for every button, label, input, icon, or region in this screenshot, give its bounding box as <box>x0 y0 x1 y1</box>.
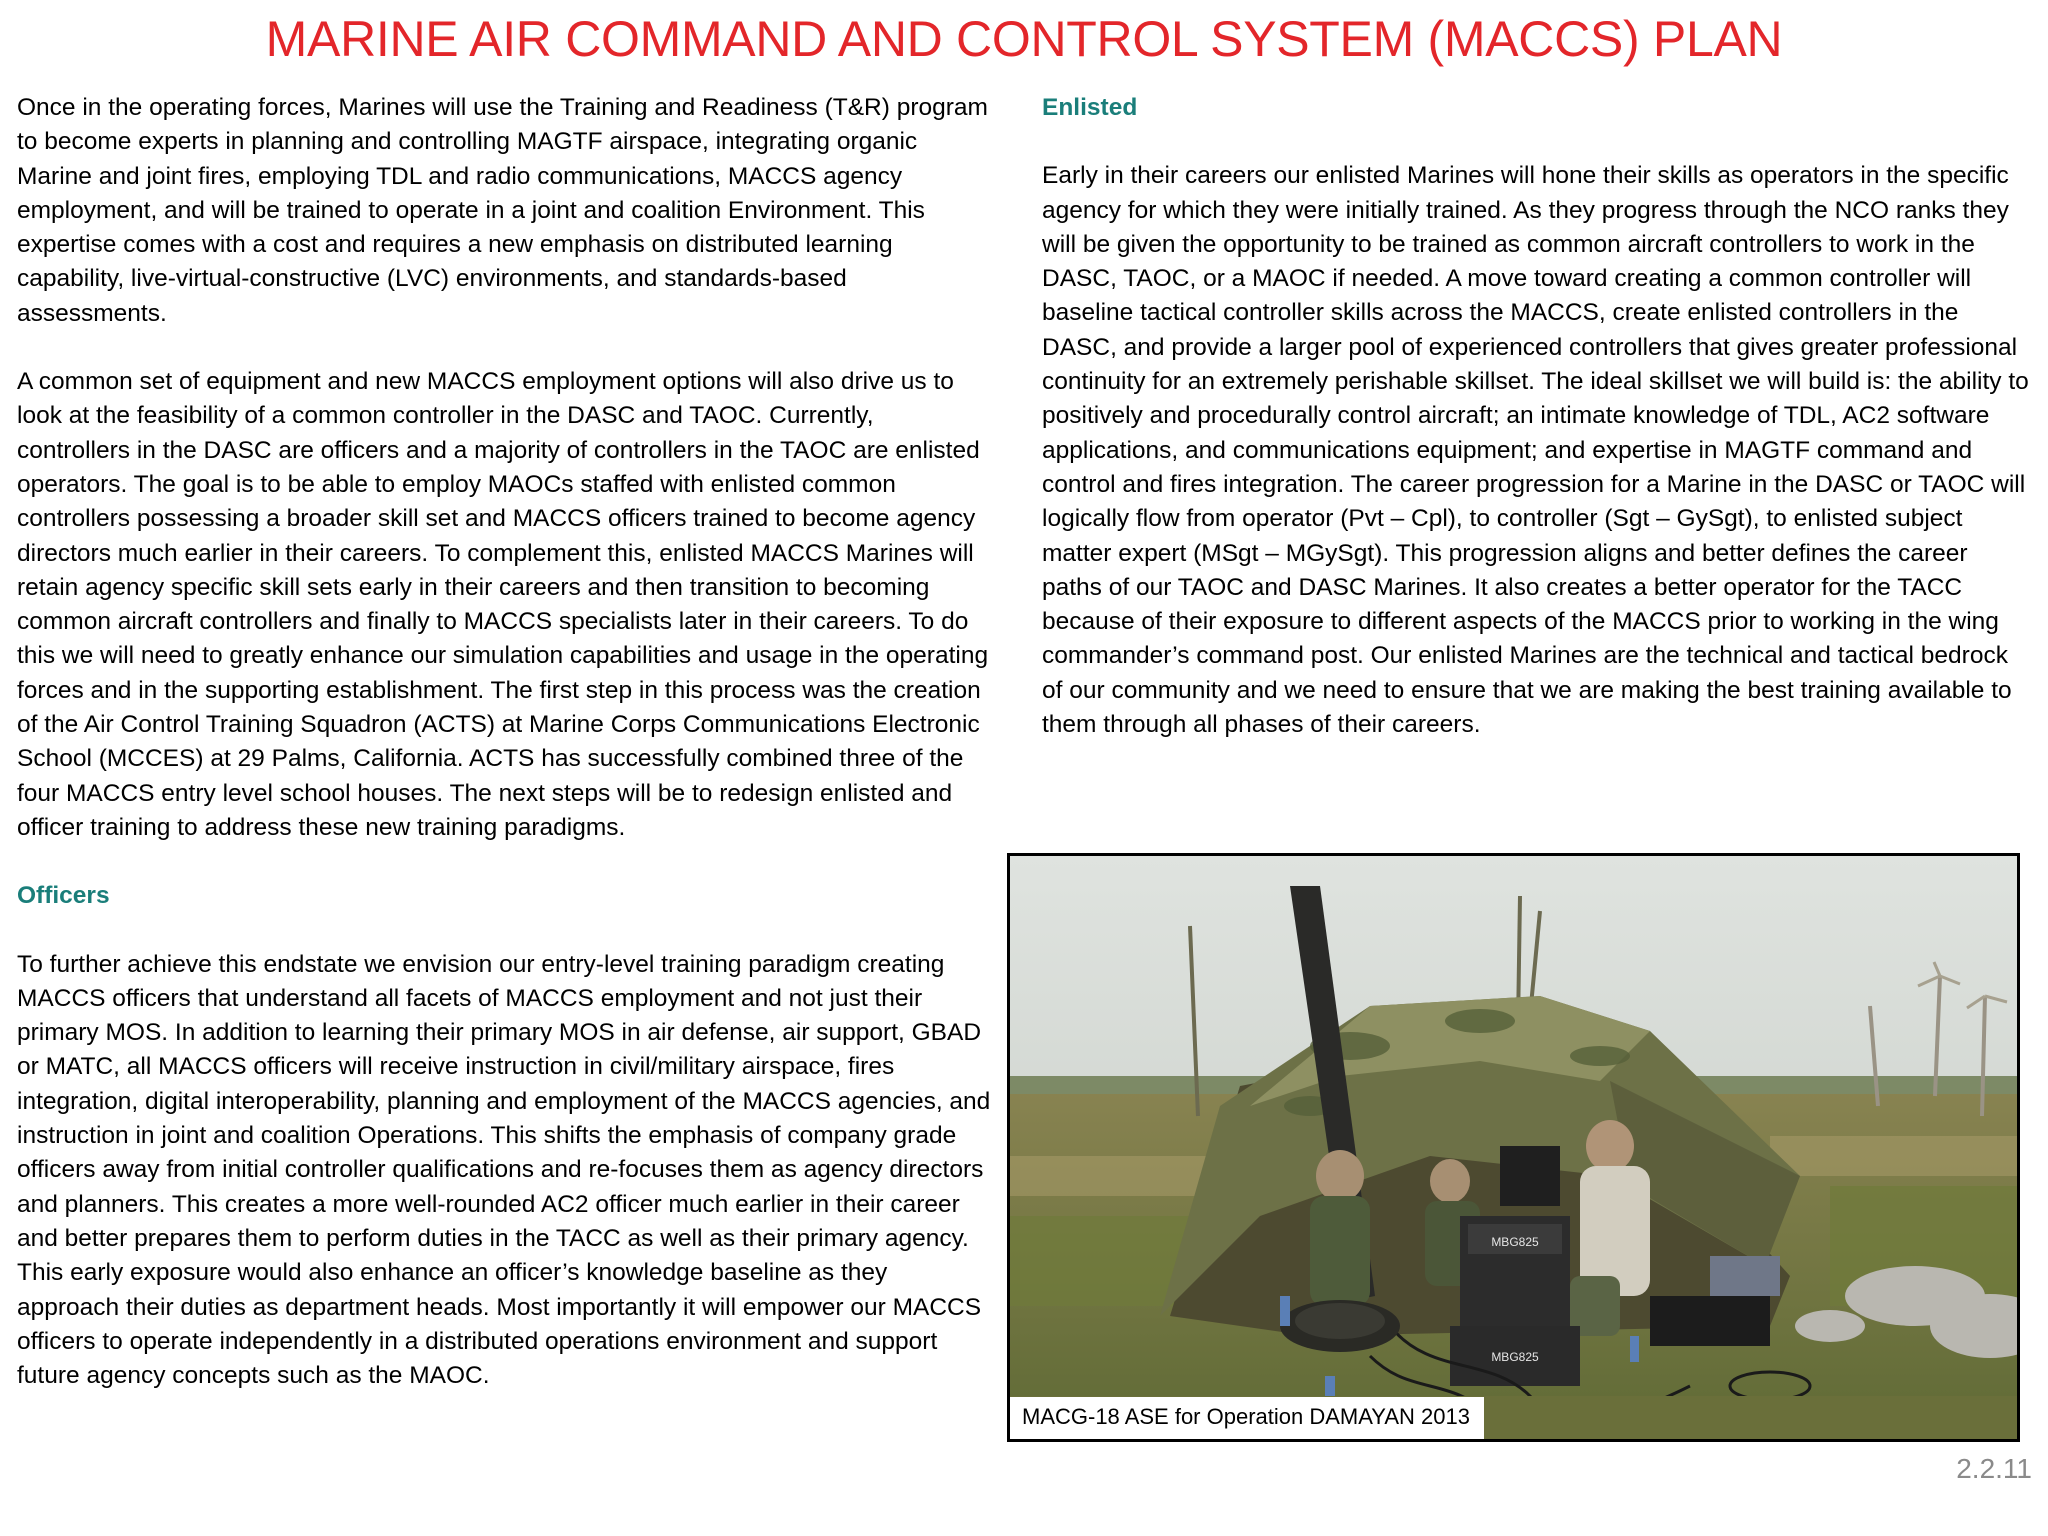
right-column <box>1042 91 2032 742</box>
equipment-label-lower: MBG825 <box>1491 1350 1539 1364</box>
common-controller-paragraph: A common set of equipment and new MACCS employment options will also drive us to look at the feasibility of a common controller in the DASC and TAOC. Currently, controllers in the DASC are officers and a majority of controllers in the TAOC are enlisted operators. The goal is to be able to employ MAOCs staffed with enlisted common controllers possessing a broader skill set and MACCS officers trained to become agency directors much earlier in their careers. To complement this, enlisted MACCS Marines will retain agency specific skill sets early in their careers and then transition to becoming common aircraft controllers and finally to MACCS specialists later in their careers. To do this we will need to greatly enhance our simulation capabilities and usage in the operating forces and in the supporting establishment. The first step in this process was the creation of the Air Control Training Squadron (ACTS) at Marine Corps Communications Electronic School (MCCES) at 29 Palms, California. ACTS has successfully combined three of the four MACCS entry level school houses. The next steps will be to redesign enlisted and officer training to address these new training paradigms. <box>17 368 989 841</box>
page-number: 2.2.11 <box>1956 1453 2032 1484</box>
officers-heading: Officers <box>17 882 110 910</box>
equipment-label-upper: MBG825 <box>1491 1235 1539 1249</box>
enlisted-heading: Enlisted <box>1042 94 1138 121</box>
field-photo-illustration <box>1010 856 2017 1439</box>
page-title: MARINE AIR COMMAND AND CONTROL SYSTEM (MACCS) PLAN <box>265 11 1783 67</box>
field-photo <box>1007 853 2020 1442</box>
officers-paragraph: To further achieve this endstate we envision our entry-level training paradigm creating MACCS officers that understand all facets of MACCS employment and not just their primary MOS. In addition to learning their primary MOS in air defense, air support, GBAD or MATC, all MACCS officers will receive instruction in civil/military airspace, fires integration, digital interoperability, planning and employment of the MACCS agencies, and instruction in joint and coalition Operations. This shifts the emphasis of company grade officers away from initial controller qualifications and re-focuses them as agency directors and planners. This creates a more well-rounded AC2 officer much earlier in their career and better prepares them to perform duties in the TACC as well as their primary agency. This early exposure would also enhance an officer’s knowledge baseline as they approach their duties as department heads. Most importantly it will empower our MACCS officers to operate independently in a distributed operations environment and support future agency concepts such as the MAOC. <box>17 950 991 1390</box>
left-column <box>17 91 992 1393</box>
enlisted-paragraph: Early in their careers our enlisted Marines will hone their skills as operators in the specific agency for which they were initially trained. As they progress through the NCO ranks they will be given the opportunity to be trained as common aircraft controllers to work in the DASC, TAOC, or a MAOC if needed. A move toward creating a common controller will baseline tactical controller skills across the MACCS, create enlisted controllers in the DASC, and provide a larger pool of experienced controllers that gives greater professional continuity for an extremely perishable skillset. The ideal skillset we will build is: the ability to positively and procedurally control aircraft; an intimate knowledge of TDL, AC2 software applications, and communications equipment; and expertise in MAGTF command and control and fires integration. The career progression for a Marine in the DASC or TAOC will logically flow from operator (Pvt – Cpl), to controller (Sgt – GySgt), to enlisted subject matter expert (MSgt – MGySgt). This progression aligns and better defines the career paths of our TAOC and DASC Marines. It also creates a better operator for the TACC because of their exposure to different aspects of the MACCS prior to working in the wing commander’s command post. Our enlisted Marines are the technical and tactical bedrock of our community and we need to ensure that we are making the best training available to them through all phases of their careers. <box>1042 162 2029 739</box>
photo-caption: MACG-18 ASE for Operation DAMAYAN 2013 <box>1010 1397 1484 1439</box>
intro-paragraph: Once in the operating forces, Marines will use the Training and Readiness (T&R) program to become experts in planning and controlling MAGTF airspace, integrating organic Marine and joint fires, employing TDL and radio communications, MACCS agency employment, and will be trained to operate in a joint and coalition Environment. This expertise comes with a cost and requires a new emphasis on distributed learning capability, live-virtual-constructive (LVC) environments, and standards-based assessments. <box>17 94 988 327</box>
